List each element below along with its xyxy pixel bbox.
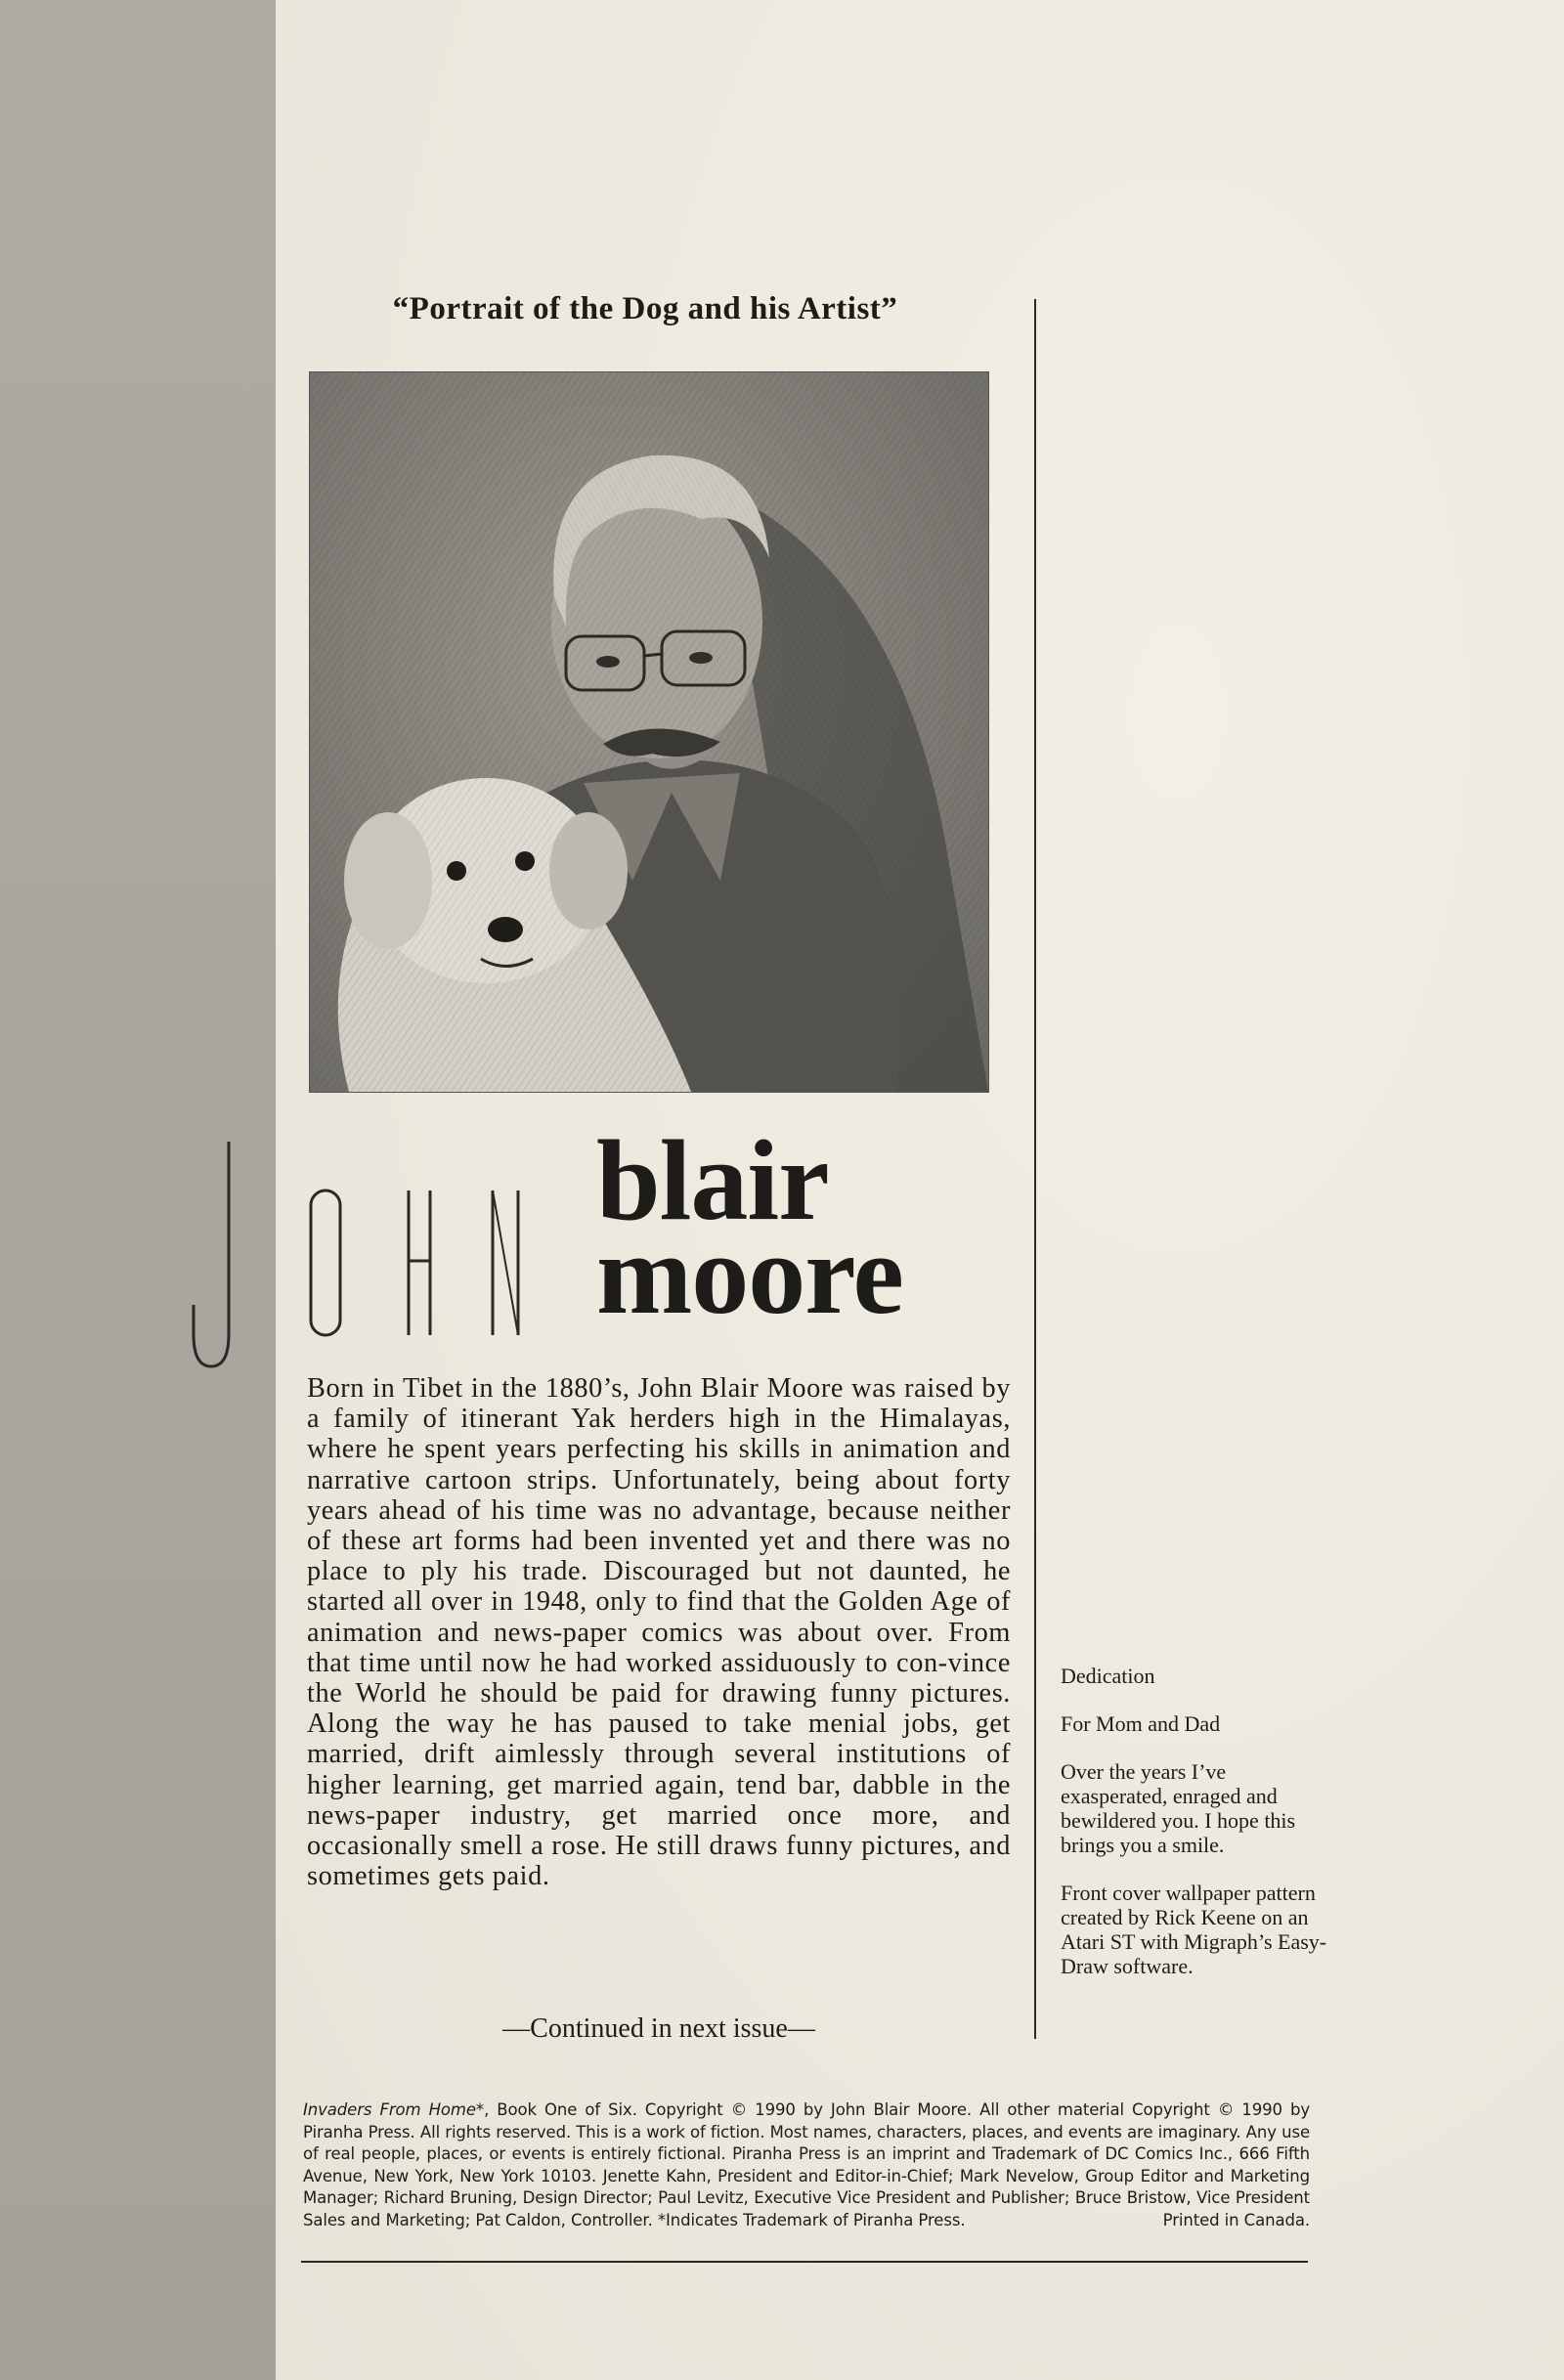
portrait-caption: “Portrait of the Dog and his Artist” [392,291,898,326]
thin-john-letters [186,1134,557,1378]
name-line-2: moore [596,1210,903,1338]
name-line-1: blair [596,1116,829,1244]
dedication-title: Dedication [1061,1664,1155,1688]
dedication-text: Over the years I’ve exasperated, enraged and bewildered you. I hope this brings you a smile. [1061,1759,1296,1857]
cover-credit: Front cover wallpaper pattern created by Rick Keene on an Atari ST with Migraph’s Easy-Draw software. [1061,1881,1327,1978]
column-divider [1034,299,1036,2039]
dedication-to: For Mom and Dad [1061,1711,1221,1736]
portrait-drawing [309,371,989,1093]
author-name [186,1116,1026,1378]
portrait-sketch-icon [310,372,988,1092]
printed-in: Printed in Canada. [1162,2210,1310,2229]
continued-note: —Continued in next issue— [502,2013,815,2044]
copyright-body: , Book One of Six. Copyright © 1990 by John Blair Moore. All other material Copyright © 1990 by Piranha Press. All rights reserved. This is a work of fiction. Most names, characters, places, and events are imaginary. Any use of real people, places, or events is entirely fictional. Piranha Press is an imprint and Trademark of DC Comics Inc., 666 Fifth Avenue, New York, New York 10103. Jenette Kahn, President and Editor-in-Chief; Mark Nevelow, Group Editor and Marketing Manager; Richard Bruning, Design Director; Paul Levitz, Executive Vice President and Publisher; Bruce Bristow, Vice President Sales and Marketing; Pat Caldon, Controller. *Indicates Trademark of Piranha Press. [303,2100,1311,2229]
sidebar [1061,1664,1334,2002]
bottom-rule [301,2261,1308,2263]
book-title: Invaders From Home* [303,2100,485,2119]
copyright-fine-print [303,2099,1310,2231]
name-bold [596,1116,903,1338]
biography-text: Born in Tibet in the 1880’s, John Blair Moore was raised by a family of itinerant Yak herders high in the Himalayas, where he spent years perfecting his skills in animation and narrative cartoon strips. Unfortunately, being about forty years ahead of his time was no advantage, because neither of these art forms had been invented yet and there was no place to ply his trade. Discouraged but not daunted, he started all over in 1948, only to find that the Golden Age of animation and news-paper comics was about over. From that time until now he had worked assiduously to con-vince the World he should be paid for drawing funny pictures. Along the way he has paused to take menial jobs, get married, drift aimlessly through several institutions of higher learning, get married again, tend bar, dabble in the news-paper industry, get married once more, and occasionally smell a rose. He still draws funny pictures, and sometimes gets paid. [307,1373,1011,1892]
